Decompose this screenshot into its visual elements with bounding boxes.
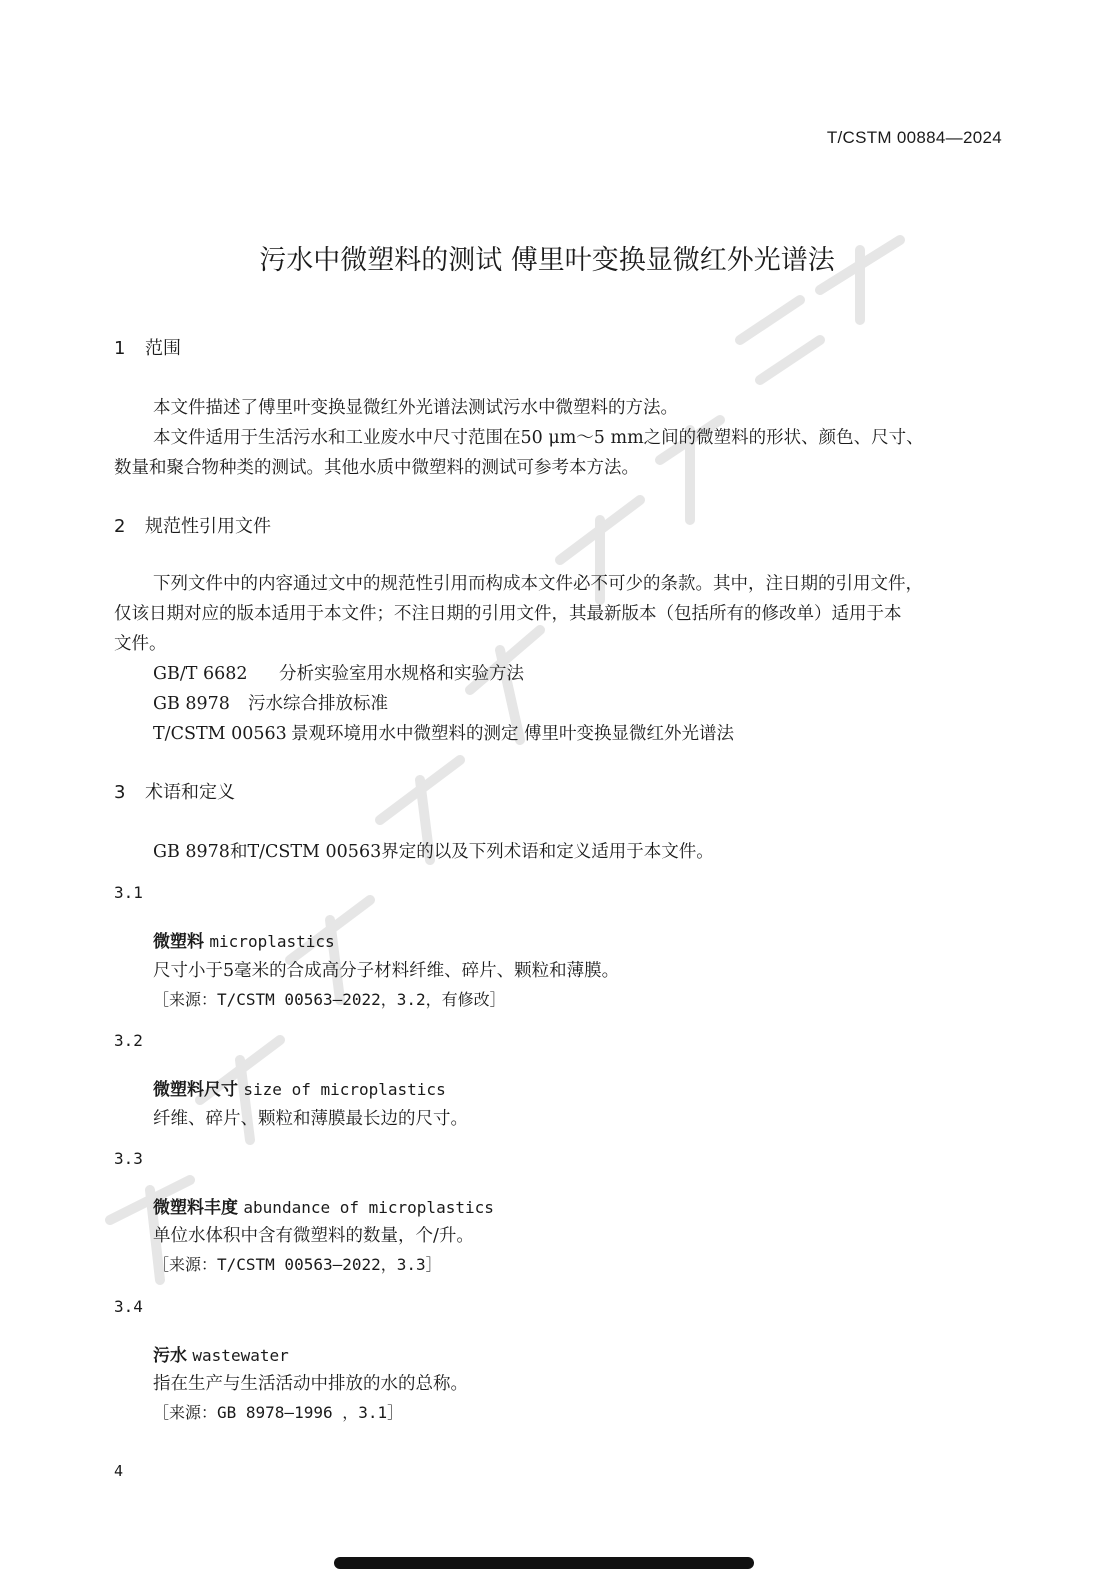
document-code: T/CSTM 00884—2024 (826, 128, 1002, 147)
term-title (153, 1075, 446, 1100)
reference-item (153, 690, 388, 715)
section-2-heading (114, 512, 271, 538)
term-zh: 微塑料丰度 (153, 1198, 238, 1218)
reference-name: 分析实验室用水规格和实验方法 (279, 664, 524, 684)
term-en: wastewater (192, 1346, 289, 1365)
reference-code: T/CSTM 00563 (153, 724, 287, 744)
term-title (153, 1193, 494, 1218)
section-number: 1 (114, 338, 126, 359)
page-number: 4 (114, 1462, 124, 1480)
home-indicator[interactable] (334, 1557, 754, 1569)
reference-item (153, 720, 734, 745)
term-number: 3.1 (114, 883, 143, 902)
paragraph: 数量和聚合物种类的测试。其他水质中微塑料的测试可参考本方法。 (114, 458, 639, 478)
reference-name: 污水综合排放标准 (248, 694, 388, 714)
term-zh: 微塑料尺寸 (153, 1080, 238, 1100)
term-number: 3.3 (114, 1149, 143, 1168)
term-en: abundance of microplastics (243, 1198, 494, 1217)
section-title: 范围 (145, 338, 181, 359)
term-source: ［来源：GB 8978—1996 ，3.1］ (153, 1403, 404, 1422)
section-1-heading (114, 334, 181, 360)
paragraph: 仅该日期对应的版本适用于本文件；不注日期的引用文件，其最新版本（包括所有的修改单）适用于本 (114, 604, 902, 624)
term-definition: 尺寸小于5毫米的合成高分子材料纤维、碎片、颗粒和薄膜。 (153, 961, 620, 981)
term-source: ［来源：T/CSTM 00563—2022，3.2，有修改］ (153, 990, 506, 1009)
term-definition: 纤维、碎片、颗粒和薄膜最长边的尺寸。 (153, 1109, 468, 1129)
paragraph: 本文件适用于生活污水和工业废水中尺寸范围在50 μm～5 mm之间的微塑料的形状、颜色、尺寸、 (153, 428, 924, 448)
reference-name: 景观环境用水中微塑料的测定 傅里叶变换显微红外光谱法 (291, 724, 735, 744)
section-number: 2 (114, 516, 126, 537)
paragraph: 本文件描述了傅里叶变换显微红外光谱法测试污水中微塑料的方法。 (153, 398, 678, 418)
paragraph: GB 8978和T/CSTM 00563界定的以及下列术语和定义适用于本文件。 (153, 842, 714, 862)
section-title: 术语和定义 (145, 782, 235, 803)
term-title (153, 927, 335, 952)
term-title (153, 1341, 289, 1366)
term-en: size of microplastics (243, 1080, 446, 1099)
term-zh: 微塑料 (153, 932, 204, 952)
reference-code: GB 8978 (153, 694, 230, 714)
paragraph: 下列文件中的内容通过文中的规范性引用而构成本文件必不可少的条款。其中，注日期的引用文件， (153, 574, 923, 594)
term-definition: 指在生产与生活活动中排放的水的总称。 (153, 1374, 468, 1394)
term-number: 3.2 (114, 1031, 143, 1050)
term-zh: 污水 (153, 1346, 187, 1366)
section-title: 规范性引用文件 (145, 516, 271, 537)
section-number: 3 (114, 782, 126, 803)
reference-item (153, 660, 524, 685)
term-number: 3.4 (114, 1297, 143, 1316)
reference-code: GB/T 6682 (153, 664, 248, 684)
section-3-heading (114, 778, 235, 804)
term-en: microplastics (209, 932, 335, 951)
paragraph: 文件。 (114, 634, 167, 654)
document-title: 污水中微塑料的测试 傅里叶变换显微红外光谱法 (259, 245, 835, 276)
term-source: ［来源：T/CSTM 00563—2022，3.3］ (153, 1255, 442, 1274)
term-definition: 单位水体积中含有微塑料的数量，个/升。 (153, 1226, 474, 1246)
